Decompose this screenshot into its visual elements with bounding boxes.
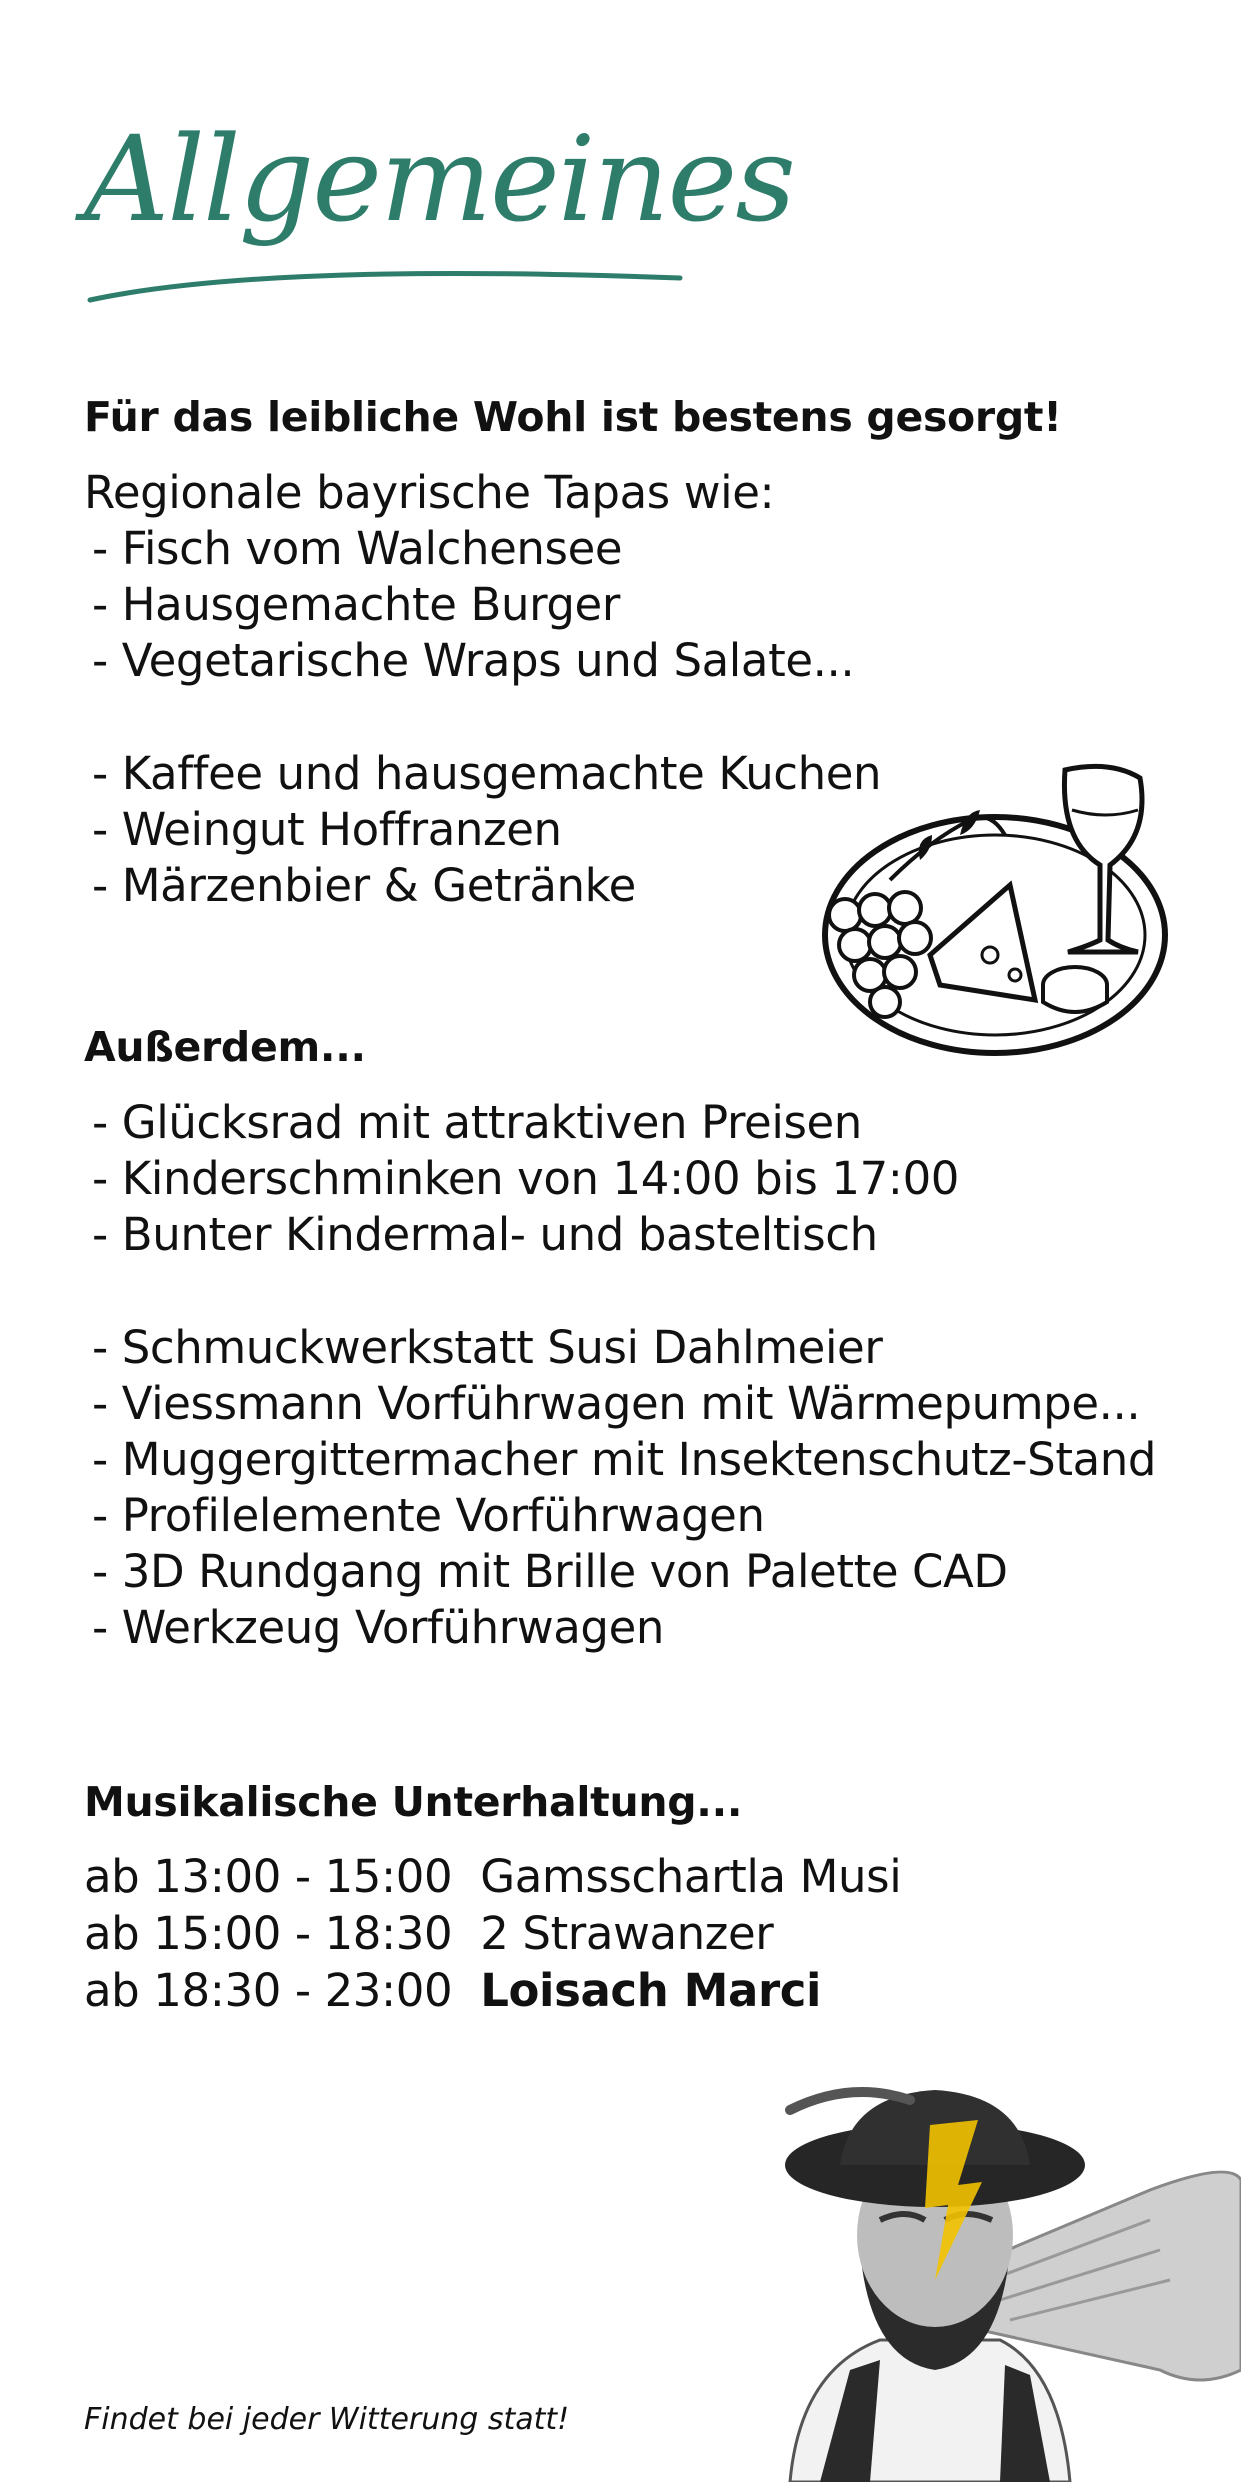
page-title: Allgemeines bbox=[84, 110, 794, 248]
schedule-time: ab 15:00 - 18:30 bbox=[84, 1907, 453, 1960]
list-item: - Glücksrad mit attraktiven Preisen bbox=[92, 1096, 862, 1149]
schedule-time: ab 13:00 - 15:00 bbox=[84, 1850, 453, 1903]
schedule-row bbox=[84, 1905, 901, 1962]
vendors-list bbox=[92, 1320, 1156, 1656]
list-item: - Werkzeug Vorführwagen bbox=[92, 1601, 664, 1654]
food-list bbox=[92, 521, 854, 689]
list-item: - Viessmann Vorführwagen mit Wärmepumpe... bbox=[92, 1377, 1141, 1430]
list-item: - Vegetarische Wraps und Salate... bbox=[92, 634, 855, 687]
list-item: - 3D Rundgang mit Brille von Palette CAD bbox=[92, 1545, 1008, 1598]
list-item: - Fisch vom Walchensee bbox=[92, 522, 623, 575]
food-heading: Für das leibliche Wohl ist bestens gesorgt! bbox=[84, 393, 1062, 441]
schedule-row bbox=[84, 1962, 901, 2019]
title-flourish bbox=[80, 150, 700, 320]
list-item: - Weingut Hoffranzen bbox=[92, 803, 562, 856]
list-item: - Muggergittermacher mit Insektenschutz-Stand bbox=[92, 1433, 1157, 1486]
schedule-act: Gamsschartla Musi bbox=[480, 1850, 902, 1903]
list-item: - Kaffee und hausgemachte Kuchen bbox=[92, 747, 882, 800]
schedule-time: ab 18:30 - 23:00 bbox=[84, 1964, 453, 2017]
drinks-list bbox=[92, 746, 881, 914]
musician-photo bbox=[730, 2070, 1241, 2482]
extras-heading: Außerdem... bbox=[84, 1023, 366, 1071]
schedule-act-headliner: Loisach Marci bbox=[480, 1964, 822, 2017]
music-schedule bbox=[84, 1848, 901, 2019]
music-heading: Musikalische Unterhaltung... bbox=[84, 1778, 743, 1826]
food-intro: Regionale bayrische Tapas wie: bbox=[84, 466, 775, 519]
list-item: - Profilelemente Vorführwagen bbox=[92, 1489, 765, 1542]
schedule-row bbox=[84, 1848, 901, 1905]
list-item: - Hausgemachte Burger bbox=[92, 578, 620, 631]
footer-note: Findet bei jeder Witterung statt! bbox=[84, 2402, 570, 2437]
list-item: - Bunter Kindermal- und basteltisch bbox=[92, 1208, 878, 1261]
list-item: - Kinderschminken von 14:00 bis 17:00 bbox=[92, 1152, 960, 1205]
extras-list bbox=[92, 1095, 959, 1263]
list-item: - Schmuckwerkstatt Susi Dahlmeier bbox=[92, 1321, 883, 1374]
list-item: - Märzenbier & Getränke bbox=[92, 859, 636, 912]
food-platter-illustration bbox=[820, 750, 1180, 1070]
schedule-act: 2 Strawanzer bbox=[480, 1907, 774, 1960]
